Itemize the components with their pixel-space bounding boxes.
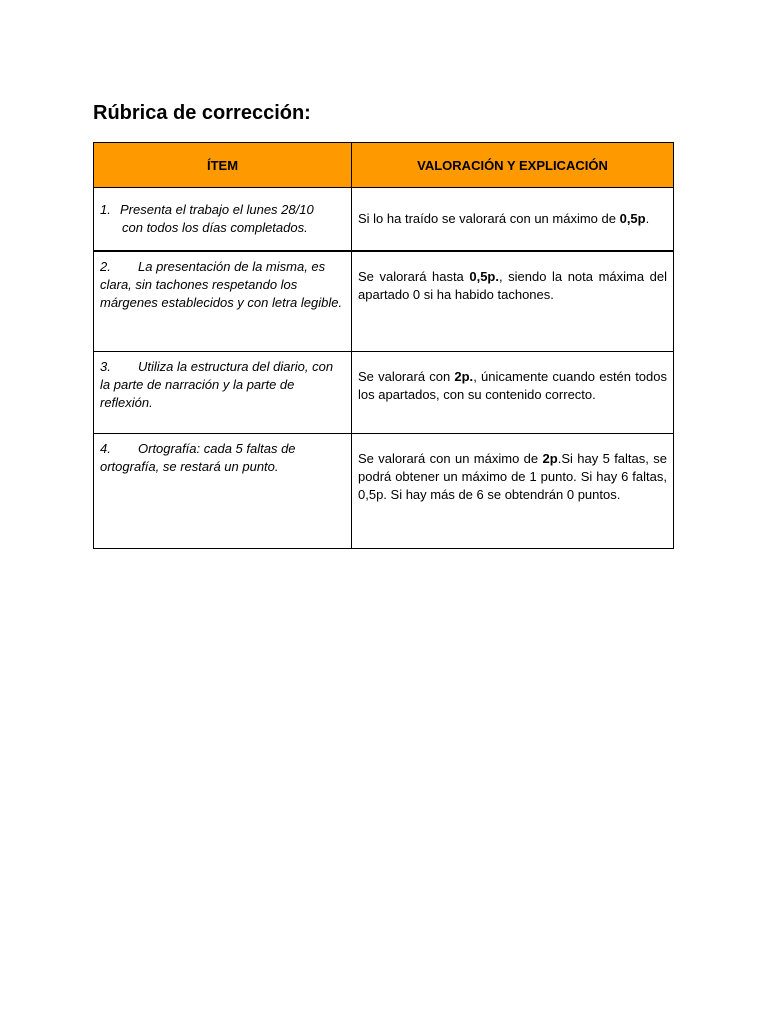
table-row	[94, 434, 674, 549]
table-row	[94, 352, 674, 434]
valoracion-text: Si lo ha traído se valorará con un máximo de	[358, 211, 620, 226]
item-number: 4.	[100, 441, 111, 456]
item-cell	[94, 251, 352, 352]
table-header-row	[94, 143, 674, 188]
valoracion-points: 0,5p.	[469, 269, 499, 284]
valoracion-points: 2p.	[454, 369, 474, 384]
item-number: 3.	[100, 359, 111, 374]
page-title: Rúbrica de corrección:	[93, 102, 311, 124]
header-valoracion: VALORACIÓN Y EXPLICACIÓN	[352, 143, 674, 188]
item-number: 1.	[100, 202, 111, 217]
header-item: ÍTEM	[94, 143, 352, 188]
valoracion-text: Se valorará con	[358, 369, 455, 384]
valoracion-text-end: , siendo la nota máxima del apartado 0 si ha habido tachones.	[358, 269, 667, 302]
item-cell	[94, 352, 352, 434]
valoracion-points: 2p	[542, 451, 558, 466]
valoracion-text-end: .Si hay 5 faltas, se podrá obtener un máximo de 1 punto. Si hay 6 faltas, 0,5p. Si hay más de 6 se obtendrán 0 puntos.	[358, 451, 667, 502]
valoracion-text-end: , únicamente cuando estén todos los apartados, con su contenido correcto.	[358, 369, 667, 402]
valoracion-text-end: .	[645, 211, 650, 226]
valoracion-text: Se valorará hasta	[358, 269, 470, 284]
item-cell	[94, 188, 352, 252]
rubric-table	[93, 142, 674, 549]
table-row	[94, 251, 674, 352]
table-row	[94, 188, 674, 252]
valoracion-cell	[352, 352, 674, 434]
valoracion-points: 0,5p	[619, 211, 646, 226]
item-number: 2.	[100, 259, 111, 274]
valoracion-cell	[352, 188, 674, 252]
item-cell	[94, 434, 352, 549]
item-text: Utiliza la estructura del diario, con la parte de narración y la parte de reflexión.	[100, 359, 334, 410]
item-text: La presentación de la misma, es clara, sin tachones respetando los márgenes establecidos y con letra legible.	[100, 259, 343, 310]
valoracion-text: Se valorará con un máximo de	[358, 451, 543, 466]
item-text: Ortografía: cada 5 faltas de ortografía, se restará un punto.	[100, 441, 296, 474]
valoracion-cell	[352, 251, 674, 352]
item-text-line2: con todos los días completados.	[122, 220, 308, 235]
item-text-line1: Presenta el trabajo el lunes 28/10	[120, 202, 314, 217]
valoracion-cell	[352, 434, 674, 549]
